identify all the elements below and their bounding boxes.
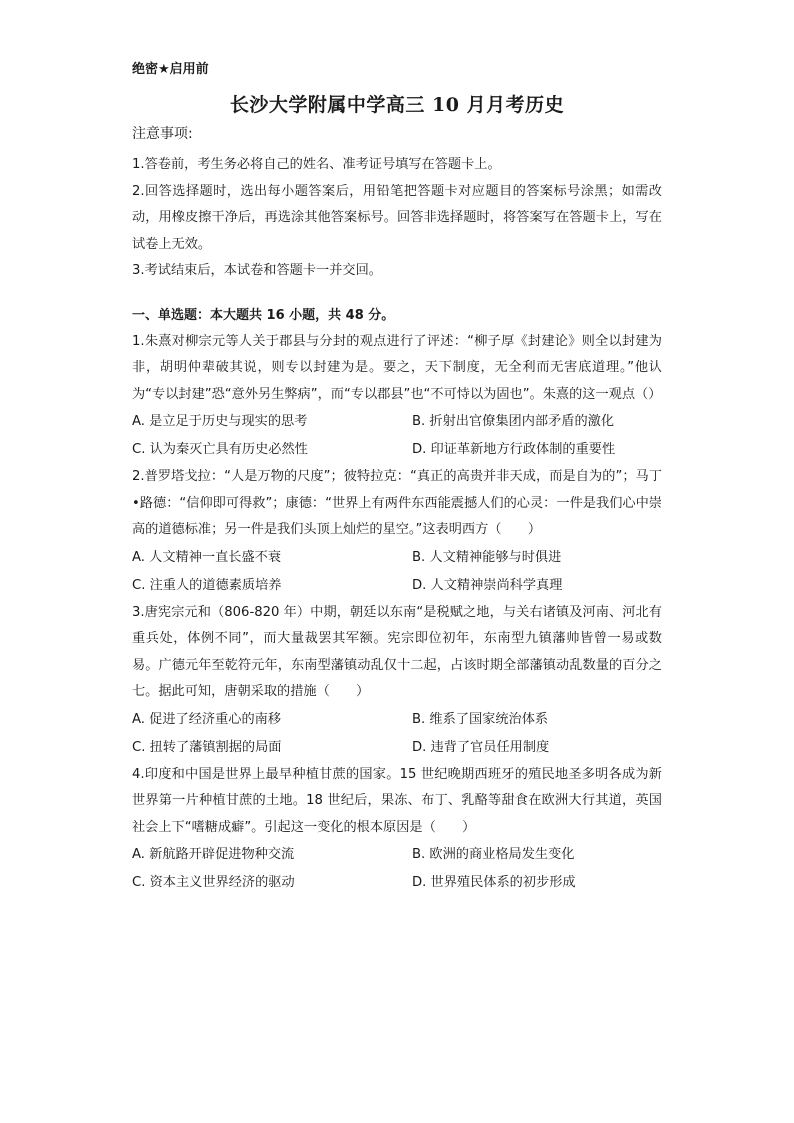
option-c: C. 认为秦灭亡具有历史必然性 xyxy=(132,442,308,457)
option-c: C. 扭转了藩镇割据的局面 xyxy=(132,739,282,755)
option-d: D. 违背了官员任用制度 xyxy=(412,739,550,755)
option-a: A. 促进了经济重心的南移 xyxy=(132,711,282,727)
section-heading: 一、单选题：本大题共 16 小题，共 48 分。 xyxy=(132,307,395,323)
option-c: C. 资本主义世界经济的驱动 xyxy=(132,875,295,890)
question-2 xyxy=(132,464,662,600)
option-a: A. 是立足于历史与现实的思考 xyxy=(132,414,308,429)
notes-heading: 注意事项: xyxy=(132,126,193,142)
option-list xyxy=(132,408,662,464)
question-4 xyxy=(132,762,662,898)
option-a: A. 人文精神一直长盛不衰 xyxy=(132,549,282,565)
exam-page xyxy=(132,60,662,897)
question-stem: 3.唐宪宗元和（806-820 年）中期，朝廷以东南“是税赋之地，与关右诸镇及河南、河北有重兵处，体例不同”，而大量裁罢其军额。宪宗即位初年，东南型九镇藩帅皆曾一易或数易。广德元年至乾符元年，东南型藩镇动乱仅十二起，占该时期全部藩镇动乱数量的百分之七。据此可知，唐朝采取的措施（ ） xyxy=(132,604,662,699)
exam-title: 长沙大学附属中学高三 10 月月考历史 xyxy=(229,94,565,116)
note-item: 2.回答选择题时，选出每小题答案后，用铅笔把答题卡对应题目的答案标号涂黑；如需改动，用橡皮擦干净后，再选涂其他答案标号。回答非选择题时，将答案写在答题卡上，写在试卷上无效。 xyxy=(132,183,662,252)
question-stem: 1.朱熹对柳宗元等人关于郡县与分封的观点进行了评述：“柳子厚《封建论》则全以封建为非，胡明仲辈破其说，则专以封建为是。要之，天下制度，无全利而无害底道理。”他认为“专以封建”恐“意外另生弊病”，而“专以郡县”也“不可恃以为固也”。朱熹的这一观点（） xyxy=(132,333,662,402)
note-item: 3.考试结束后，本试卷和答题卡一并交回。 xyxy=(132,263,382,278)
secret-label: 绝密★启用前 xyxy=(132,62,209,77)
option-b: B. 欧洲的商业格局发生变化 xyxy=(412,847,575,862)
notes-block xyxy=(132,122,662,285)
option-d: D. 世界殖民体系的初步形成 xyxy=(412,875,576,890)
option-c: C. 注重人的道德素质培养 xyxy=(132,577,282,593)
question-1 xyxy=(132,329,662,465)
option-list xyxy=(132,841,662,897)
question-3 xyxy=(132,600,662,762)
question-stem: 4.印度和中国是世界上最早种植甘蔗的国家。15 世纪晚期西班牙的殖民地圣多明各成为新世界第一片种植甘蔗的土地。18 世纪后，果冻、布丁、乳酪等甜食在欧洲大行其道，英国社会上下“嗜糖成癖”。引起这一变化的根本原因是（ ） xyxy=(132,766,662,835)
option-a: A. 新航路开辟促进物种交流 xyxy=(132,847,295,862)
option-list xyxy=(132,544,662,600)
option-d: D. 印证革新地方行政体制的重要性 xyxy=(412,442,616,457)
option-b: B. 人文精神能够与时俱进 xyxy=(412,549,562,565)
question-stem: 2.普罗塔戈拉：“人是万物的尺度”；彼特拉克：“真正的高贵并非天成，而是自为的”；马丁•路德：“信仰即可得救”；康德：“世界上有两件东西能震撼人们的心灵：一件是我们心中崇高的道德标准；另一件是我们头顶上灿烂的星空。”这表明西方（ ） xyxy=(132,469,662,537)
note-item: 1.答卷前，考生务必将自己的姓名、准考证号填写在答题卡上。 xyxy=(132,157,501,172)
option-b: B. 折射出官僚集团内部矛盾的激化 xyxy=(412,414,615,429)
option-d: D. 人文精神崇尚科学真理 xyxy=(412,577,563,593)
option-list xyxy=(132,706,662,762)
option-b: B. 维系了国家统治体系 xyxy=(412,711,549,727)
